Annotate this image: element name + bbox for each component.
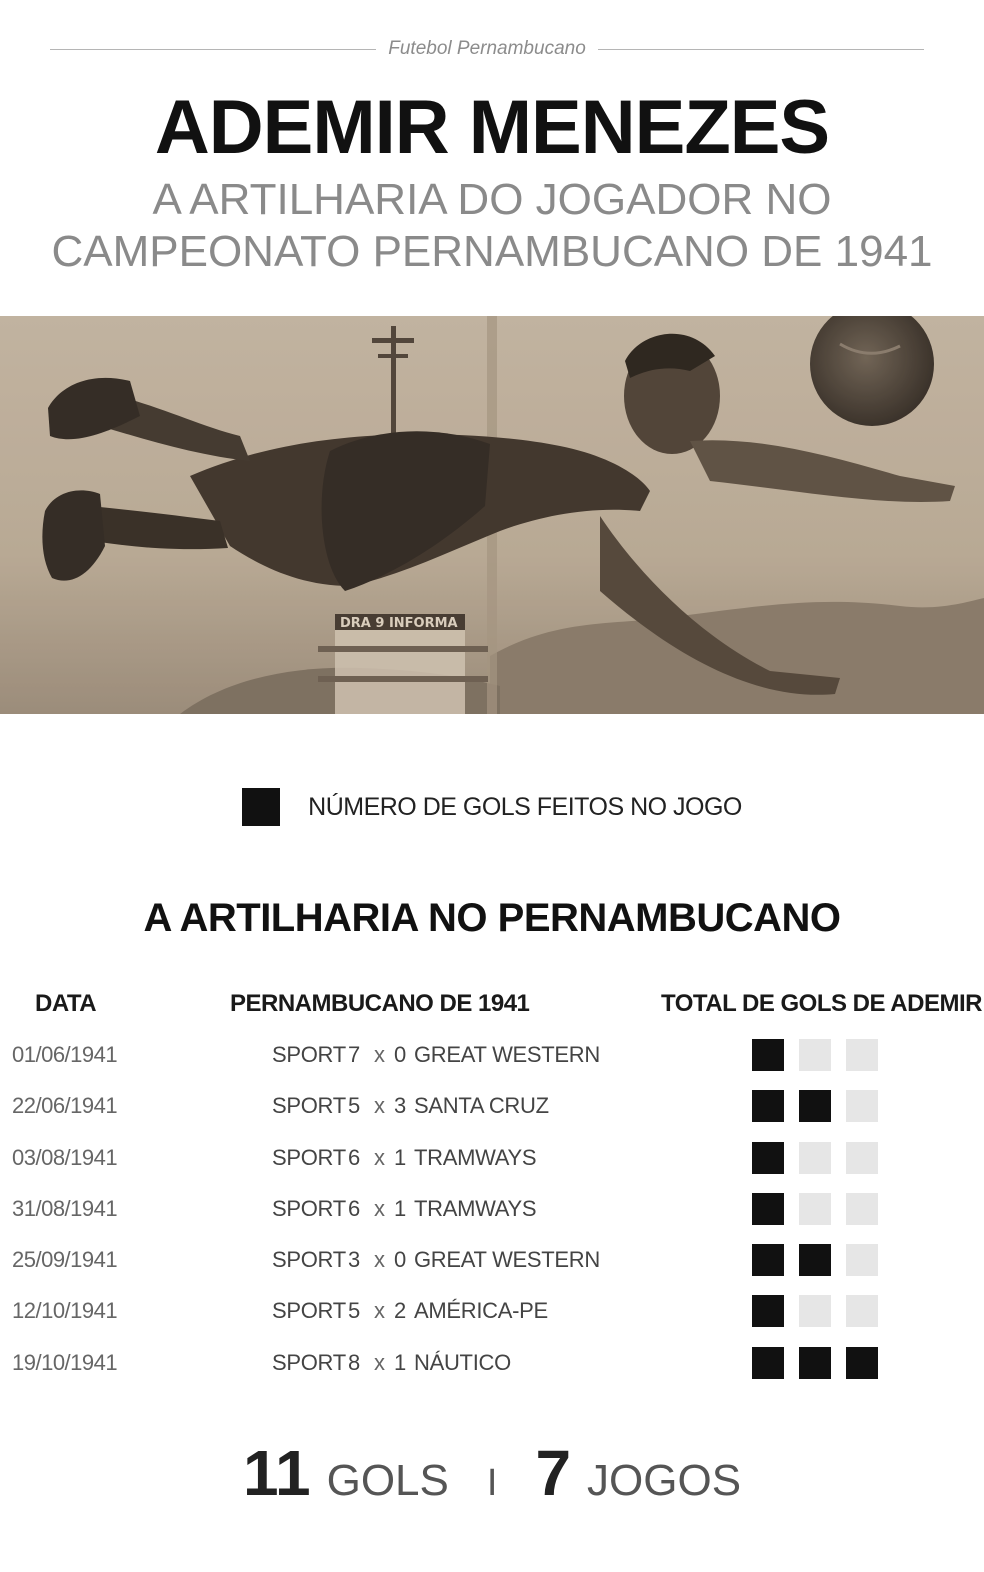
home-team: SPORT [272, 1349, 346, 1375]
goal-marker [846, 1142, 878, 1174]
away-score: 1 [394, 1144, 406, 1170]
player-photo-illustration [0, 316, 984, 714]
table-row [0, 1184, 984, 1235]
legend-swatch [242, 788, 280, 826]
away-score: 1 [394, 1349, 406, 1375]
goals-markers [752, 1295, 893, 1327]
goal-marker [846, 1039, 878, 1071]
goal-marker [846, 1295, 878, 1327]
match-date: 03/08/1941 [12, 1144, 118, 1170]
total-goals-value: 11 [242, 1437, 311, 1509]
home-score: 7 [348, 1042, 360, 1067]
table-row [0, 1286, 984, 1337]
match-date: 01/06/1941 [12, 1042, 118, 1067]
sign-text: DRA 9 INFORMA [340, 616, 458, 631]
goal-marker [799, 1039, 831, 1071]
home-team: SPORT [272, 1144, 346, 1170]
goal-marker [846, 1090, 878, 1122]
column-header-match: PERNAMBUCANO DE 1941 [230, 990, 530, 1017]
score-separator: x [374, 1042, 385, 1067]
goal-marker [799, 1090, 831, 1122]
match-date: 22/06/1941 [12, 1093, 118, 1119]
home-team: SPORT [272, 1093, 346, 1119]
away-team: NÁUTICO [414, 1349, 511, 1375]
totals-separator: I [486, 1462, 498, 1504]
match-result [272, 1350, 511, 1376]
home-score: 5 [348, 1093, 360, 1119]
away-team: SANTA CRUZ [414, 1093, 549, 1119]
table-row [0, 1081, 984, 1132]
home-score: 5 [348, 1298, 360, 1324]
goal-marker [799, 1244, 831, 1276]
away-team: GREAT WESTERN [414, 1247, 600, 1273]
home-team: SPORT [272, 1195, 346, 1221]
subtitle-line-2: CAMPEONATO PERNAMBUCANO DE 1941 [51, 227, 933, 276]
goals-markers [752, 1244, 893, 1276]
match-result [272, 1196, 536, 1222]
away-team: GREAT WESTERN [414, 1042, 600, 1067]
goal-marker [752, 1244, 784, 1276]
table-row [0, 1133, 984, 1184]
goal-marker [752, 1090, 784, 1122]
goal-marker [799, 1193, 831, 1225]
home-score: 8 [348, 1349, 360, 1375]
goals-table [0, 1030, 984, 1389]
goal-marker [752, 1039, 784, 1071]
goal-marker [799, 1142, 831, 1174]
away-score: 2 [394, 1298, 406, 1324]
score-separator: x [374, 1349, 385, 1375]
goal-marker [752, 1142, 784, 1174]
total-games-label: JOGOS [587, 1456, 742, 1505]
match-result [272, 1298, 548, 1324]
total-goals-label: GOLS [326, 1456, 449, 1505]
page-title: ADEMIR MENEZES [154, 85, 830, 170]
home-team: SPORT [272, 1247, 346, 1273]
column-header-total: TOTAL DE GOLS DE ADEMIR [661, 990, 982, 1017]
goals-markers [752, 1039, 893, 1071]
goal-marker [752, 1347, 784, 1379]
score-separator: x [374, 1298, 385, 1324]
home-score: 6 [348, 1144, 360, 1170]
page-subtitle [0, 174, 984, 278]
away-team: AMÉRICA-PE [414, 1298, 548, 1324]
kicker: Futebol Pernambucano [388, 38, 586, 59]
goals-markers [752, 1347, 893, 1379]
away-score: 3 [394, 1093, 406, 1119]
kicker-line-right [598, 49, 924, 50]
subtitle-line-1: A ARTILHARIA DO JOGADOR NO [152, 175, 832, 224]
table-row [0, 1338, 984, 1389]
goals-markers [752, 1090, 893, 1122]
goals-markers [752, 1142, 893, 1174]
goal-marker [752, 1193, 784, 1225]
table-row [0, 1235, 984, 1286]
legend-label: NÚMERO DE GOLS FEITOS NO JOGO [308, 792, 742, 821]
goals-markers [752, 1193, 893, 1225]
match-result [272, 1145, 536, 1171]
goal-marker [752, 1295, 784, 1327]
score-separator: x [374, 1144, 385, 1170]
kicker-row [50, 36, 924, 62]
section-title: A ARTILHARIA NO PERNAMBUCANO [143, 896, 841, 940]
score-separator: x [374, 1195, 385, 1221]
home-score: 3 [348, 1247, 360, 1273]
column-header-date: DATA [35, 990, 97, 1017]
kicker-line-left [50, 49, 376, 50]
away-score: 1 [394, 1195, 406, 1221]
away-score: 0 [394, 1042, 406, 1067]
away-score: 0 [394, 1247, 406, 1273]
match-date: 19/10/1941 [12, 1349, 118, 1375]
home-team: SPORT [272, 1298, 346, 1324]
goal-marker [846, 1193, 878, 1225]
goal-marker [846, 1347, 878, 1379]
away-team: TRAMWAYS [414, 1144, 537, 1170]
player-photo [0, 316, 984, 714]
away-team: TRAMWAYS [414, 1195, 537, 1221]
score-separator: x [374, 1247, 385, 1273]
legend [0, 788, 984, 826]
total-games-value: 7 [535, 1437, 572, 1509]
table-row [0, 1030, 984, 1081]
match-date: 31/08/1941 [12, 1195, 118, 1221]
goal-marker [846, 1244, 878, 1276]
match-date: 25/09/1941 [12, 1247, 118, 1273]
match-result [272, 1247, 600, 1273]
goal-marker [799, 1295, 831, 1327]
match-result [272, 1093, 549, 1119]
match-result [272, 1042, 600, 1068]
totals [0, 1436, 984, 1510]
home-team: SPORT [272, 1042, 346, 1067]
goal-marker [799, 1347, 831, 1379]
match-date: 12/10/1941 [12, 1298, 118, 1324]
score-separator: x [374, 1093, 385, 1119]
home-score: 6 [348, 1195, 360, 1221]
